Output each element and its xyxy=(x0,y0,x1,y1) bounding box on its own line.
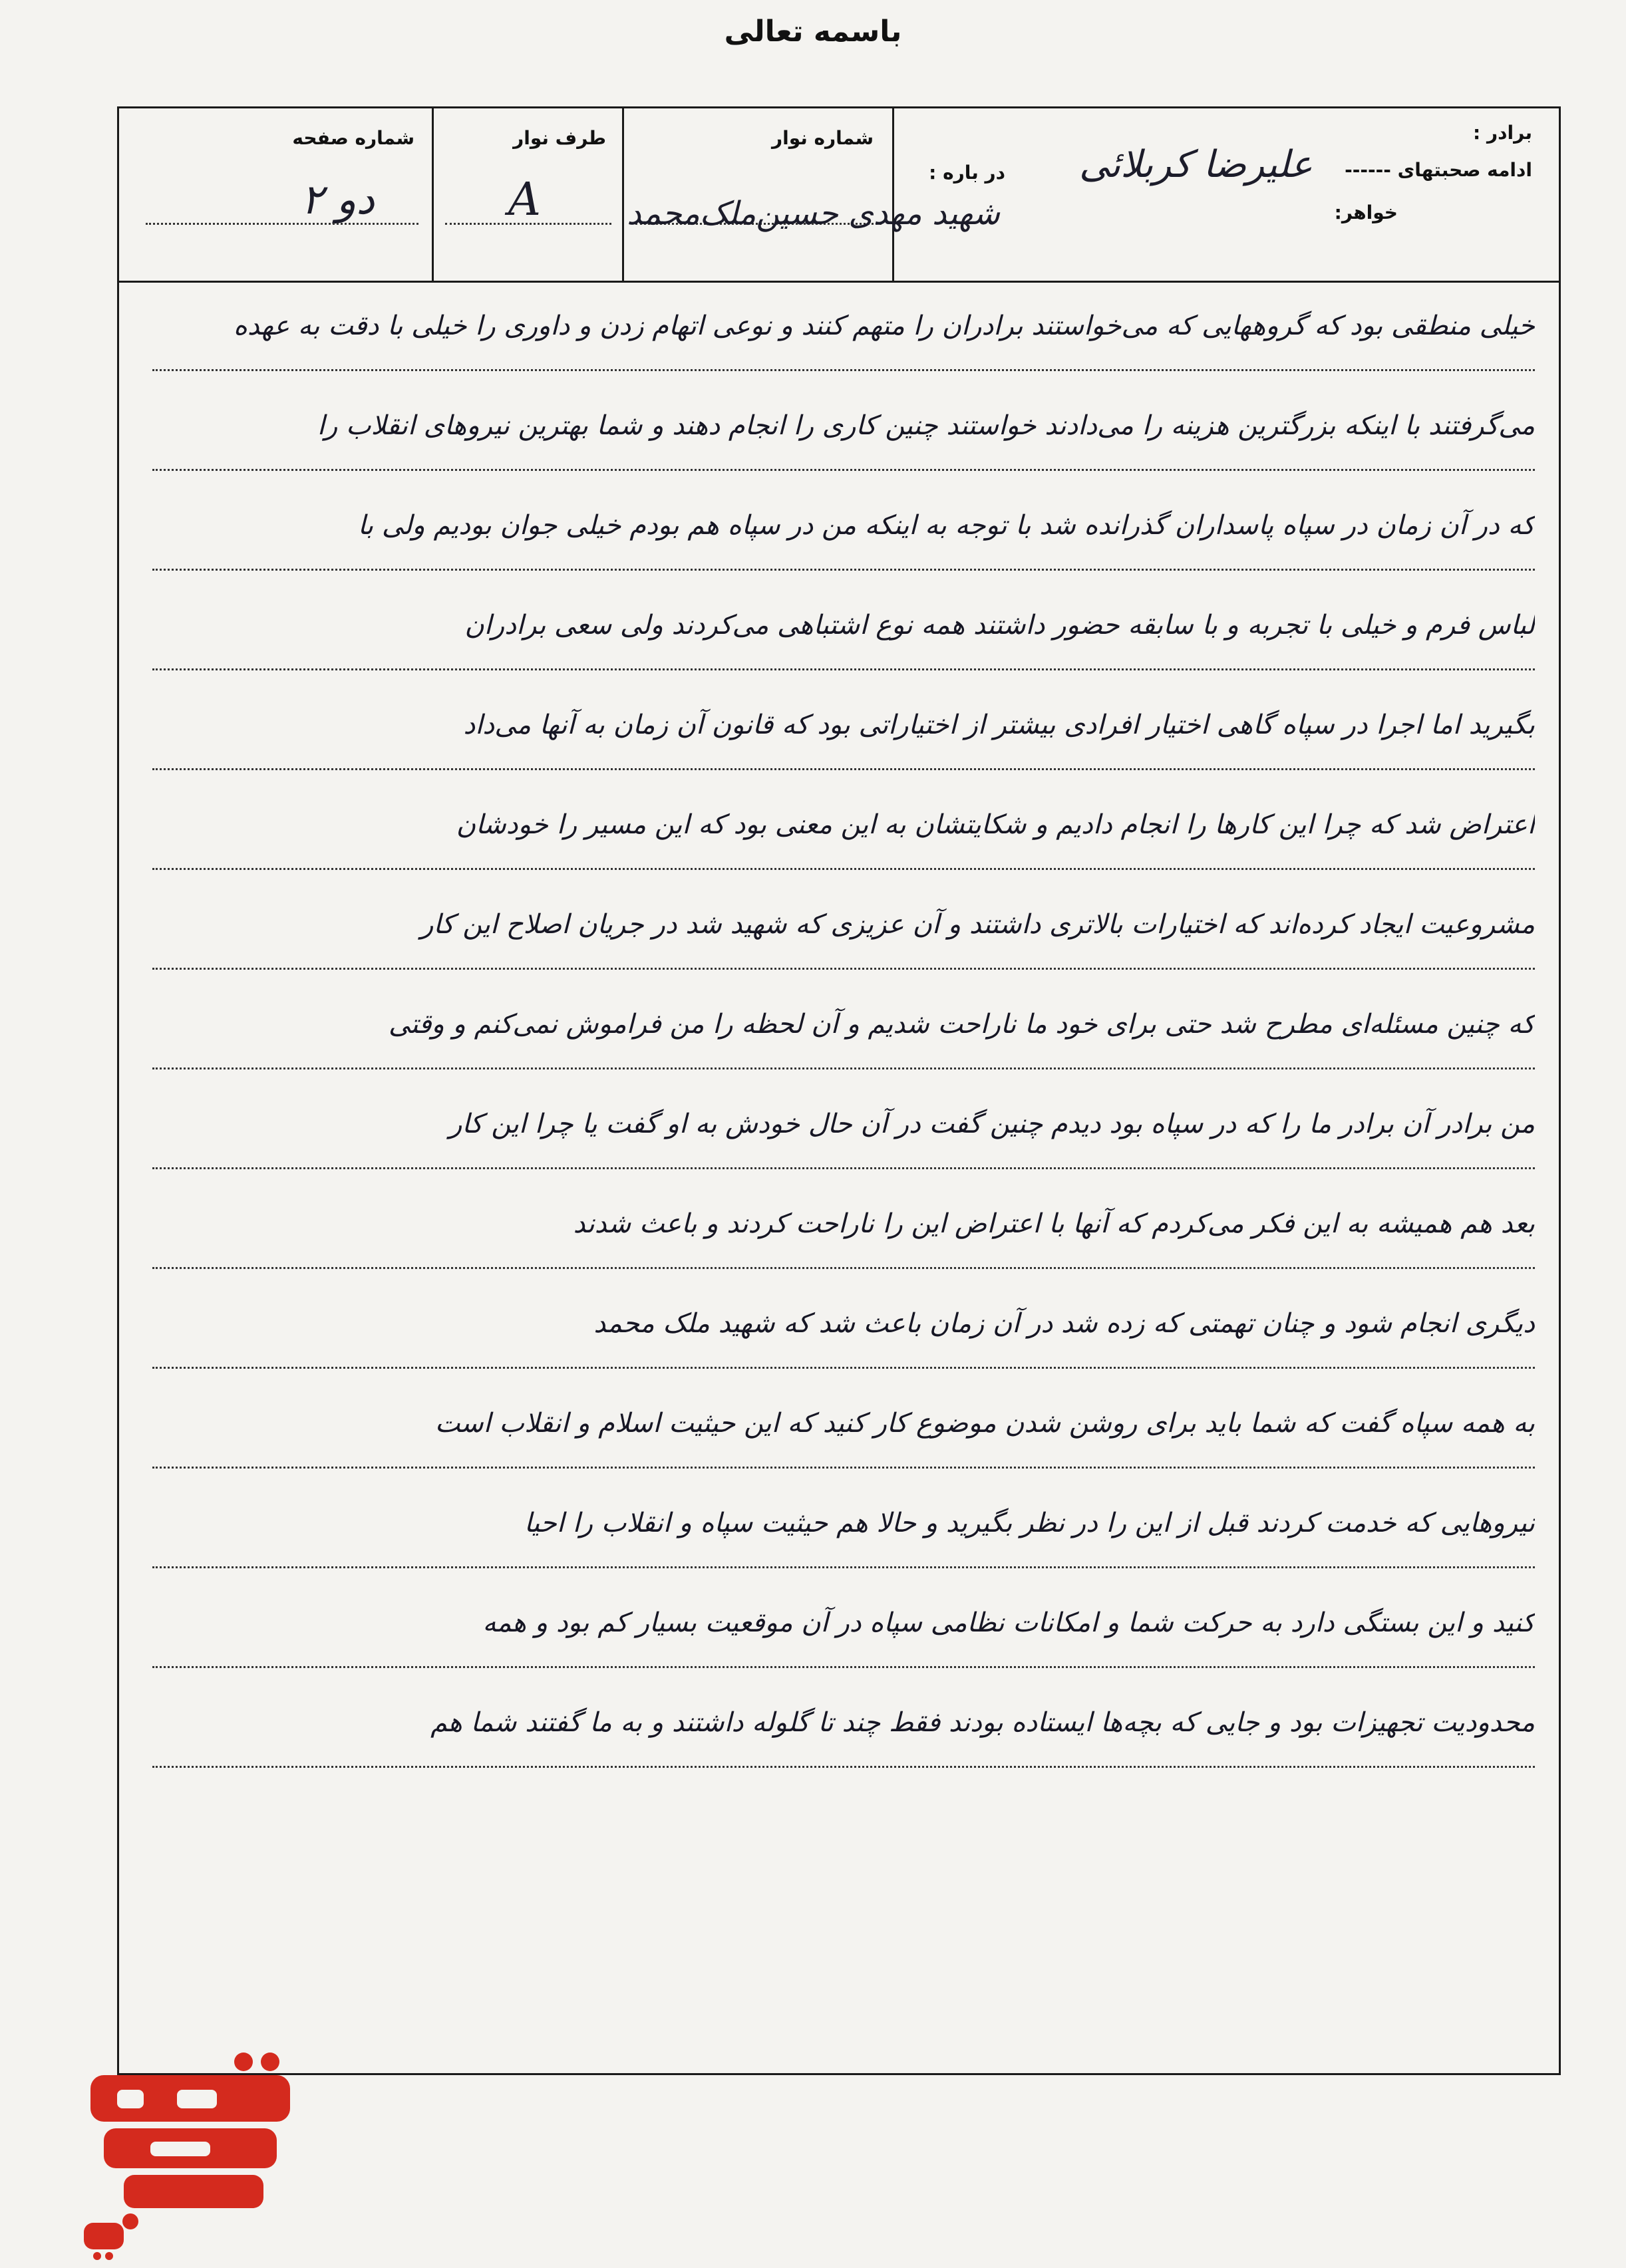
tape-number-label: شماره نوار xyxy=(771,127,874,149)
brother-label: برادر : xyxy=(1473,122,1532,144)
transcript-form xyxy=(117,106,1561,2075)
tape-side-value: A xyxy=(508,174,541,226)
transcript-line: می‌گرفتند با اینکه بزرگترین هزینه را می‌دادند خواستند چنین کاری را انجام دهند و شما بهترین نیروهای انقلاب را xyxy=(152,396,1535,471)
transcript-line: که در آن زمان در سپاه پاسداران گذرانده شد با توجه به اینکه من در سپاه هم بودم خیلی جوان بودیم ولی با xyxy=(152,496,1535,571)
page-number-value: دو ۲ xyxy=(301,175,375,223)
transcript-line: محدودیت تجهیزات بود و جایی که بچه‌ها ایستاده بودند فقط چند تا گلوله داشتند و به ما گفتند شما هم xyxy=(152,1693,1535,1768)
tape-side-label: طرف نوار xyxy=(513,127,606,149)
page-number-underline xyxy=(146,223,418,225)
sister-label: خواهر: xyxy=(1334,202,1398,223)
speaker-name: علیرضا کربلائی xyxy=(1079,143,1313,186)
transcript-line: که چنین مسئله‌ای مطرح شد حتی برای خود ما ناراحت شدیم و آن لحظه را من فراموش نمی‌کنم و وقتی xyxy=(152,994,1535,1069)
transcript-line: به همه سپاه گفت که شما باید برای روشن شدن موضوع کار کنید که این حیثیت اسلام و انقلاب است xyxy=(152,1393,1535,1469)
transcript-line: من برادر آن برادر ما را که در سپاه بود دیدم چنین گفت در آن حال خودش به او گفت یا چرا این کار xyxy=(152,1094,1535,1169)
transcript-line: بعد هم همیشه به این فکر می‌کردم که آنها با اعتراض این را ناراحت کردند و باعث شدند xyxy=(152,1194,1535,1269)
navid-shahed-logo xyxy=(77,2049,303,2261)
transcript-line: لباس فرم و خیلی با تجربه و با سابقه حضور داشتند همه نوع اشتباهی می‌کردند ولی سعی برادران xyxy=(152,595,1535,670)
transcript-line: کنید و این بستگی دارد به حرکت شما و امکانات نظامی سپاه در آن موقعیت بسیار کم بود و همه xyxy=(152,1593,1535,1668)
transcript-line: نیروهایی که خدمت کردند قبل از این را در نظر بگیرید و حالا هم حیثیت سپاه و انقلاب را احیا xyxy=(152,1493,1535,1568)
about-value: شهید مهدی حسین‌ملک‌محمد xyxy=(627,195,1000,232)
column-divider xyxy=(432,108,434,281)
page-title: باسمه تعالی xyxy=(724,15,902,49)
transcript-line: دیگری انجام شود و چنان تهمتی که زده شد در آن زمان باعث شد که شهید ملک محمد xyxy=(152,1294,1535,1369)
transcript-line: اعتراض شد که چرا این کارها را انجام دادیم و شکایتشان به این معنی بود که این مسیر را خودشان xyxy=(152,795,1535,870)
transcript-line: خیلی منطقی بود که گروههایی که می‌خواستند برادران را متهم کنند و نوعی اتهام زدن و داوری را خیلی با دقت به عهده xyxy=(152,296,1535,371)
transcript-line: مشروعیت ایجاد کرده‌اند که اختیارات بالاتری داشتند و آن عزیزی که شهید شد در جریان اصلاح این کار xyxy=(152,895,1535,970)
continuation-label: ادامه صحبتهای ------ xyxy=(1345,159,1532,181)
about-label: در باره : xyxy=(929,162,1005,184)
column-divider xyxy=(622,108,624,281)
transcript-line: بگیرید اما اجرا در سپاه گاهی اختیار افرادی بیشتر از اختیاراتی بود که قانون آن زمان به آنها می‌داد xyxy=(152,695,1535,770)
tape-side-underline xyxy=(445,223,611,225)
form-header xyxy=(119,108,1559,283)
page-number-label: شماره صفحه xyxy=(292,127,414,149)
